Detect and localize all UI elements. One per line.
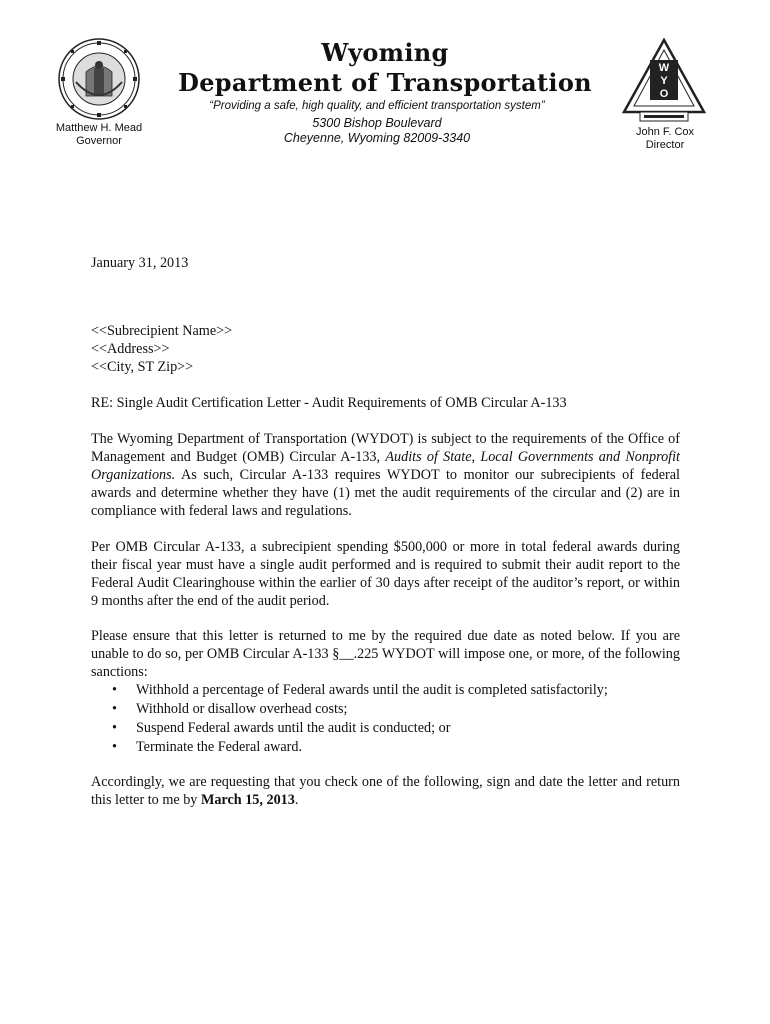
bullet-icon: •: [112, 720, 117, 736]
paragraph-due-date: Please ensure that this letter is returned to me by the required due date as noted below. If you are unable to do so, per OMB Circular A-133 §__.225 WYDOT will impose one, or more, of the following sanctions:: [91, 628, 680, 680]
paragraph-intro-part1: The Wyoming Department of Transportation (WYDOT) is subject to the requirements of the Office of Management and Budget (OMB) Circular A-133,: [91, 431, 680, 465]
governor-block: [50, 122, 148, 148]
director-title: Director: [645, 139, 685, 151]
sanction-text: Terminate the Federal award.: [136, 739, 303, 755]
recipient-address-block: [91, 322, 232, 376]
sanctions-list: [112, 681, 672, 757]
due-date: March 15, 2013: [200, 792, 295, 808]
letterhead-motto: “Providing a safe, high quality, and efficient transportation system”: [209, 100, 545, 112]
governor-title: Governor: [76, 135, 122, 147]
recipient-address: <<Address>>: [91, 341, 170, 357]
svg-text:W: W: [658, 62, 670, 74]
list-item: [112, 719, 672, 738]
bullet-icon: •: [112, 701, 117, 717]
director-block: [618, 126, 712, 152]
list-item: [112, 738, 672, 757]
paragraph-request-end: .: [294, 792, 299, 808]
bullet-icon: •: [112, 682, 117, 698]
paragraph-intro: [91, 430, 680, 520]
paragraph-request-text: Accordingly, we are requesting that you check one of the following, sign and date the letter and return this letter to me by: [91, 774, 680, 808]
sanction-text: Withhold a percentage of Federal awards until the audit is completed satisfactorily;: [136, 682, 608, 698]
recipient-name: <<Subrecipient Name>>: [91, 323, 233, 339]
letterhead-title-line1: Wyoming: [321, 38, 449, 67]
bullet-icon: •: [112, 739, 117, 755]
letter-date: January 31, 2013: [91, 255, 189, 271]
sanction-text: Withhold or disallow overhead costs;: [136, 701, 348, 717]
sanction-text: Suspend Federal awards until the audit is conducted; or: [136, 720, 451, 736]
governor-name: Matthew H. Mead: [55, 122, 143, 134]
svg-text:Y: Y: [660, 75, 668, 87]
letterhead-street-address: 5300 Bishop Boulevard: [312, 116, 442, 130]
director-name: John F. Cox: [635, 126, 695, 138]
svg-text:O: O: [659, 88, 669, 100]
circular-title: Audits of State, Local Governments and Nonprofit Organizations.: [91, 449, 680, 483]
paragraph-request: [91, 773, 680, 809]
paragraph-audit-requirement: Per OMB Circular A-133, a subrecipient spending $500,000 or more in total federal awards during their fiscal year must have a single audit performed and is required to submit their audit report to the Federal Audit Clearinghouse within the earlier of 30 days after receipt of the auditor’s report, or within 9 months after the end of the audit period.: [91, 539, 680, 609]
letterhead-city-address: Cheyenne, Wyoming 82009-3340: [283, 131, 471, 145]
letterhead-title-line2: Department of Transportation: [178, 68, 592, 97]
list-item: [112, 700, 672, 719]
subject-line: RE: Single Audit Certification Letter - Audit Requirements of OMB Circular A-133: [91, 395, 567, 411]
recipient-city: <<City, ST Zip>>: [91, 359, 194, 375]
paragraph-intro-part2: As such, Circular A-133 requires WYDOT to monitor our subrecipients of federal awards and determine whether they have (1) met the audit requirements of the circular and (2) are in compliance with federal laws and regulations.: [91, 467, 680, 519]
list-item: [112, 681, 672, 700]
